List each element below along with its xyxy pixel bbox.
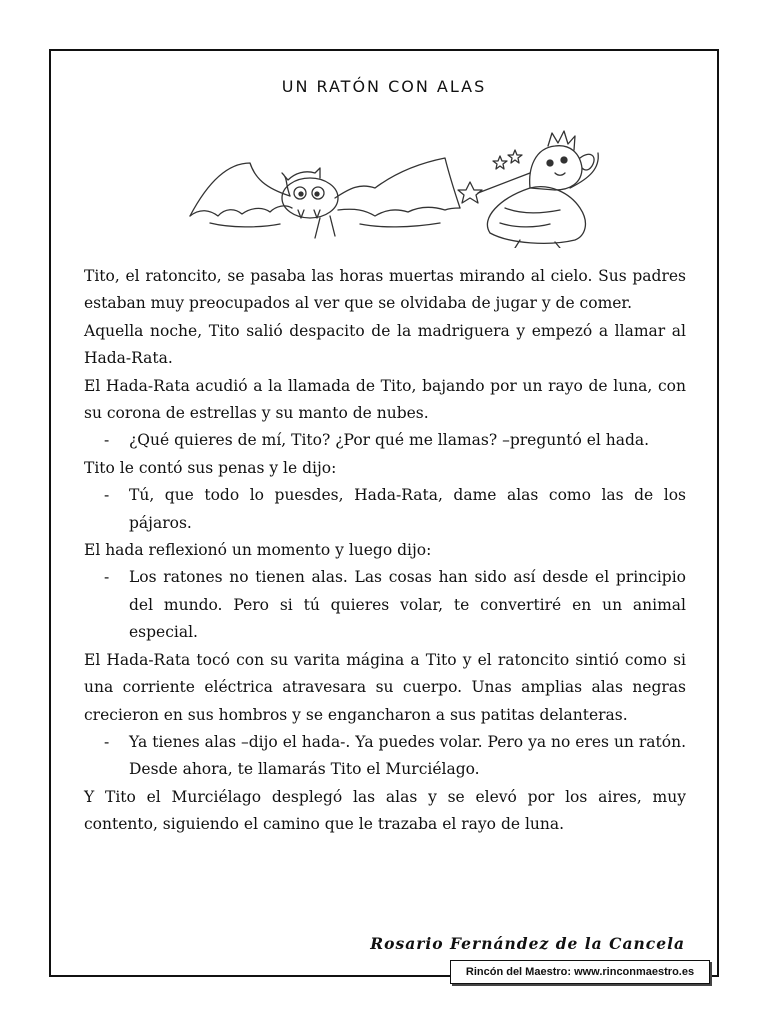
dialogue-dash: - [104,568,110,587]
dialogue-dash: - [104,486,110,505]
dialogue-text: Tú, que todo lo puesdes, Hada-Rata, dame alas como las de los pájaros. [129,486,686,532]
dialogue-dash: - [104,431,110,450]
story-paragraph: Aquella noche, Tito salió despacito de la madriguera y empezó a llamar al Hada-Rata. [84,321,686,368]
dialogue-line [84,427,686,454]
source-credit: Rincón del Maestro: www.rinconmaestro.es [450,960,710,984]
story-paragraph: El hada reflexionó un momento y luego dijo: [84,541,432,560]
story-paragraph: El Hada-Rata tocó con su varita mágina a Tito y el ratoncito sintió como si una corriente eléctrica atravesara su cuerpo. Unas amplias alas negras crecieron en sus hombros y se engancharon a sus patitas delanteras. [84,650,686,724]
story-paragraph: Tito, el ratoncito, se pasaba las horas muertas mirando al cielo. Sus padres estaban muy preocupados al ver que se olvidaba de jugar y de comer. [84,267,686,313]
author-signature: Rosario Fernández de la Cancela [370,934,685,953]
story-illustration [170,128,610,248]
story-paragraph: Tito le contó sus penas y le dijo: [84,458,337,477]
dialogue-dash: - [104,732,110,751]
dialogue-text: ¿Qué quieres de mí, Tito? ¿Por qué me llamas? –preguntó el hada. [129,431,650,450]
story-body [84,263,686,839]
story-paragraph: Y Tito el Murciélago desplegó las alas y se elevó por los aires, muy contento, siguiendo el camino que le trazaba el rayo de luna. [84,787,686,834]
dialogue-text: Los ratones no tienen alas. Las cosas han sido así desde el principio del mundo. Pero si tú quieres volar, te convertiré en un animal especial. [129,568,686,642]
bat-icon [190,158,460,238]
dialogue-line [84,729,686,784]
story-paragraph: El Hada-Rata acudió a la llamada de Tito, bajando por un rayo de luna, con su corona de estrellas y su manto de nubes. [84,376,686,423]
dialogue-text: Ya tienes alas –dijo el hada-. Ya puedes volar. Pero ya no eres un ratón. Desde ahora, te llamarás Tito el Murciélago. [129,732,686,779]
dialogue-line [84,564,686,646]
dialogue-line [84,482,686,537]
story-title: UN RATÓN CON ALAS [281,77,487,96]
fairy-mouse-icon [458,131,598,248]
